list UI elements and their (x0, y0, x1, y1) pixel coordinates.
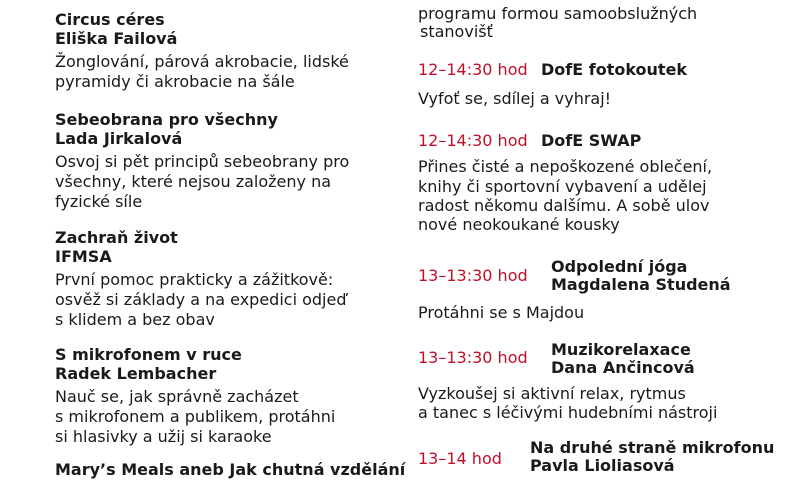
workshop-title: S mikrofonem v ruce (55, 345, 242, 364)
workshop-zachran-zivot (55, 228, 347, 330)
workshop-title: Circus céres (55, 10, 165, 29)
event-title: Odpolední jóga (551, 257, 688, 276)
event-title: Muzikorelaxace (551, 340, 691, 359)
event-desc-line: Přines čisté a nepoškozené oblečení, (418, 157, 713, 176)
workshop-desc-line: fyzické síle (55, 192, 143, 211)
workshop-desc-line: si hlasivky a užij si karaoke (55, 427, 272, 446)
workshop-desc-line: pyramidy či akrobacie na šále (55, 72, 295, 91)
event-person: Pavla Lioliasová (530, 456, 675, 475)
workshop-desc-line: všechny, které nejsou založeny na (55, 172, 332, 191)
workshop-marys-meals (55, 460, 405, 479)
event-time: 13–13:30 hod (418, 266, 528, 285)
workshop-desc-line: s klidem a bez obav (55, 310, 215, 329)
workshop-desc-line: osvěž si základy a na expedici odjeď (55, 290, 347, 309)
event-desc-line: a tanec s léčivými hudebními nástroji (418, 403, 718, 422)
workshop-title: Zachraň život (55, 228, 178, 247)
workshop-person: Radek Lembacher (55, 364, 217, 383)
event-desc-line: Vyzkoušej si aktivní relax, rytmus (418, 384, 686, 403)
intro-line: stanovišť (420, 22, 493, 41)
workshop-title: Sebeobrana pro všechny (55, 110, 278, 129)
event-desc-line: Protáhni se s Majdou (418, 303, 585, 322)
workshop-person: Eliška Failová (55, 29, 178, 48)
workshop-mikrofon (55, 345, 335, 447)
workshop-desc-line: První pomoc prakticky a zážitkově: (55, 270, 334, 289)
event-desc-line: Vyfoť se, sdílej a vyhraj! (418, 89, 612, 108)
event-person: Dana Ančincová (551, 358, 695, 377)
workshop-sebeobrana (55, 110, 349, 212)
event-title: DofE SWAP (541, 131, 642, 150)
event-time: 12–14:30 hod (418, 60, 528, 79)
workshop-person: IFMSA (55, 247, 112, 266)
intro-line: programu formou samoobslužných (418, 4, 698, 23)
workshop-desc-line: Nauč se, jak správně zacházet (55, 387, 299, 406)
workshop-desc-line: Žonglování, párová akrobacie, lidské (55, 52, 349, 71)
event-time: 13–14 hod (418, 449, 502, 468)
event-title: DofE fotokoutek (541, 60, 688, 79)
event-desc-line: radost někomu dalšímu. A sobě ulov (418, 196, 710, 215)
event-title: Na druhé straně mikrofonu (530, 438, 775, 457)
workshop-circus (55, 10, 349, 92)
event-time: 12–14:30 hod (418, 131, 528, 150)
right-column (418, 0, 800, 480)
event-time: 13–13:30 hod (418, 348, 528, 367)
workshop-desc-line: s mikrofonem a publikem, protáhni (55, 407, 336, 426)
event-person: Magdalena Studená (551, 275, 731, 294)
workshop-title: Mary’s Meals aneb Jak chutná vzdělání (55, 460, 406, 479)
workshop-person: Lada Jirkalová (55, 129, 183, 148)
event-desc-line: knihy či sportovní vybavení a udělej (418, 177, 707, 196)
workshop-desc-line: Osvoj si pět principů sebeobrany pro (55, 152, 350, 171)
event-desc-line: nové neokoukané kousky (418, 215, 620, 234)
